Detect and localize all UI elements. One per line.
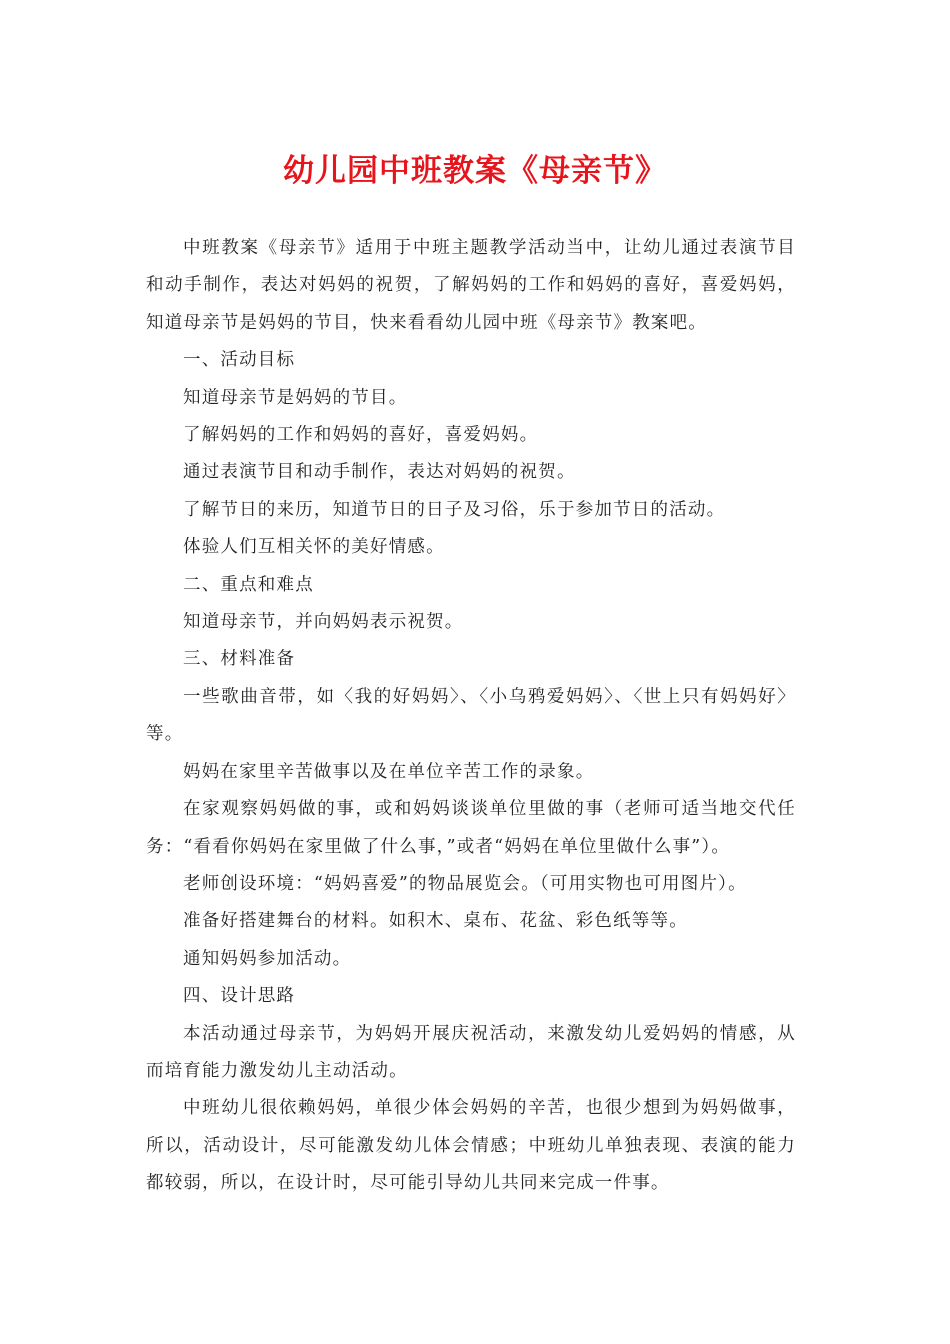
- design-paragraph: 中班幼儿很依赖妈妈，单很少体会妈妈的辛苦，也很少想到为妈妈做事，所以，活动设计，尽可能激发幼儿体会情感；中班幼儿单独表现、表演的能力都较弱，所以，在设计时，尽可能引导幼儿共同来完成一件事。: [146, 1098, 796, 1194]
- material-item: 老师创设环境：“妈妈喜爱”的物品展览会。（可用实物也可用图片）。: [183, 873, 747, 894]
- section-heading-design: 四、设计思路: [183, 986, 296, 1007]
- material-item: 妈妈在家里辛苦做事以及在单位辛苦工作的录象。: [183, 761, 595, 782]
- key-point-item: 知道母亲节，并向妈妈表示祝贺。: [183, 612, 464, 633]
- material-item: 通知妈妈参加活动。: [183, 948, 352, 969]
- material-item: 准备好搭建舞台的材料。如积木、桌布、花盆、彩色纸等等。: [183, 911, 688, 932]
- goal-item: 知道母亲节是妈妈的节目。: [183, 387, 408, 408]
- document-body: [146, 230, 796, 1203]
- material-item: 一些歌曲音带，如〈我的好妈妈〉、〈小乌鸦爱妈妈〉、〈世上只有妈妈好〉等。: [146, 686, 796, 745]
- section-heading-materials: 三、材料准备: [183, 649, 296, 670]
- goal-item: 体验人们互相关怀的美好情感。: [183, 537, 445, 558]
- goal-item: 通过表演节目和动手制作，表达对妈妈的祝贺。: [183, 462, 576, 483]
- document-title: 幼儿园中班教案《母亲节》: [283, 153, 667, 189]
- goal-item: 了解节日的来历，知道节日的日子及习俗，乐于参加节日的活动。: [183, 499, 726, 520]
- intro-paragraph: 中班教案《母亲节》适用于中班主题教学活动当中，让幼儿通过表演节目和动手制作，表达对妈妈的祝贺，了解妈妈的工作和妈妈的喜好，喜爱妈妈，知道母亲节是妈妈的节目，快来看看幼儿园中班《母亲节》教案吧。: [146, 238, 796, 333]
- material-item: 在家观察妈妈做的事，或和妈妈谈谈单位里做的事（老师可适当地交代任务：“看看你妈妈在家里做了什么事，”或者“妈妈在单位里做什么事”）。: [146, 799, 796, 857]
- section-heading-key-points: 二、重点和难点: [183, 574, 314, 595]
- section-heading-goals: 一、活动目标: [183, 350, 296, 371]
- design-paragraph: 本活动通过母亲节，为妈妈开展庆祝活动，来激发幼儿爱妈妈的情感，从而培育能力激发幼儿主动活动。: [146, 1023, 796, 1081]
- goal-item: 了解妈妈的工作和妈妈的喜好，喜爱妈妈。: [183, 425, 539, 446]
